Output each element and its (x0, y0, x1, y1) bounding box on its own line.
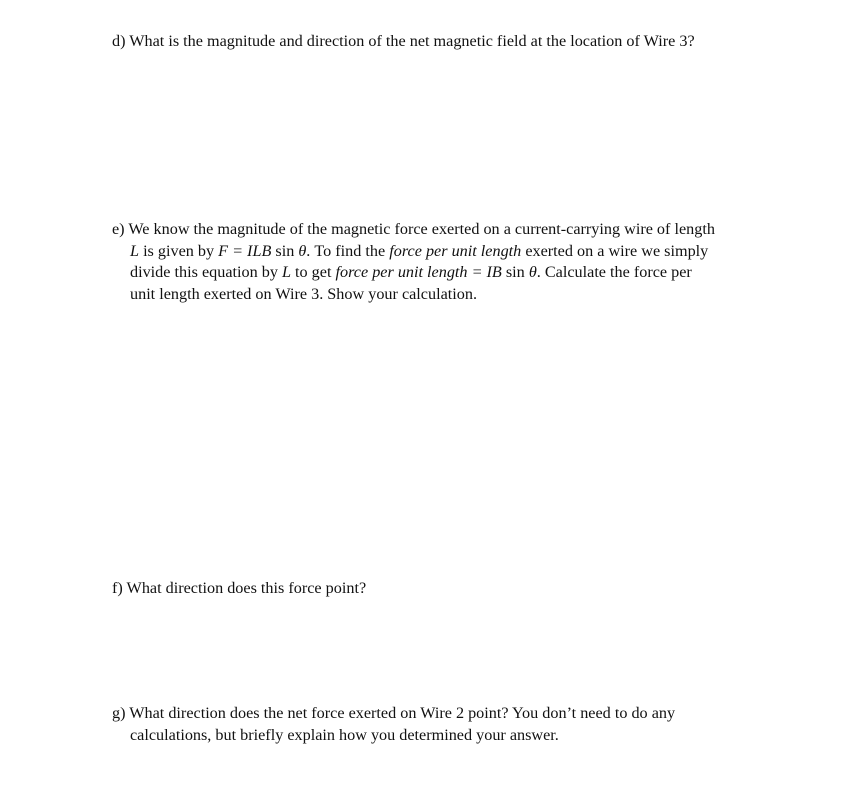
question-e (112, 219, 802, 305)
theta-symbol: θ (298, 241, 307, 260)
question-e-line-3: divide this equation by L to get force per unit length = IB sin θ. Calculate the force per (130, 263, 692, 281)
question-f-line-1: f) What direction does this force point? (112, 579, 367, 597)
force-per-unit-length-term: force per unit length (389, 241, 522, 260)
question-e-line-4: unit length exerted on Wire 3. Show your calculation. (130, 284, 477, 303)
question-d (112, 31, 802, 53)
question-f (112, 578, 802, 600)
variable-l: L (281, 263, 291, 281)
question-g (112, 703, 802, 746)
force-formula: F = ILB (218, 241, 272, 260)
question-d-line-1: d) What is the magnitude and direction of the net magnetic field at the location of Wire 3? (112, 32, 695, 50)
force-per-unit-length-formula: force per unit length = IB (335, 263, 502, 281)
question-g-line-2: calculations, but briefly explain how you determined your answer. (130, 725, 559, 744)
variable-l: L (130, 241, 140, 260)
theta-symbol: θ (528, 263, 537, 281)
question-e-line-2: L is given by F = ILB sin θ. To find the force per unit length exerted on a wire we simply (130, 241, 709, 260)
question-e-line-1: e) We know the magnitude of the magnetic force exerted on a current-carrying wire of length (112, 220, 715, 238)
question-g-line-1: g) What direction does the net force exerted on Wire 2 point? You don’t need to do any (112, 704, 676, 722)
